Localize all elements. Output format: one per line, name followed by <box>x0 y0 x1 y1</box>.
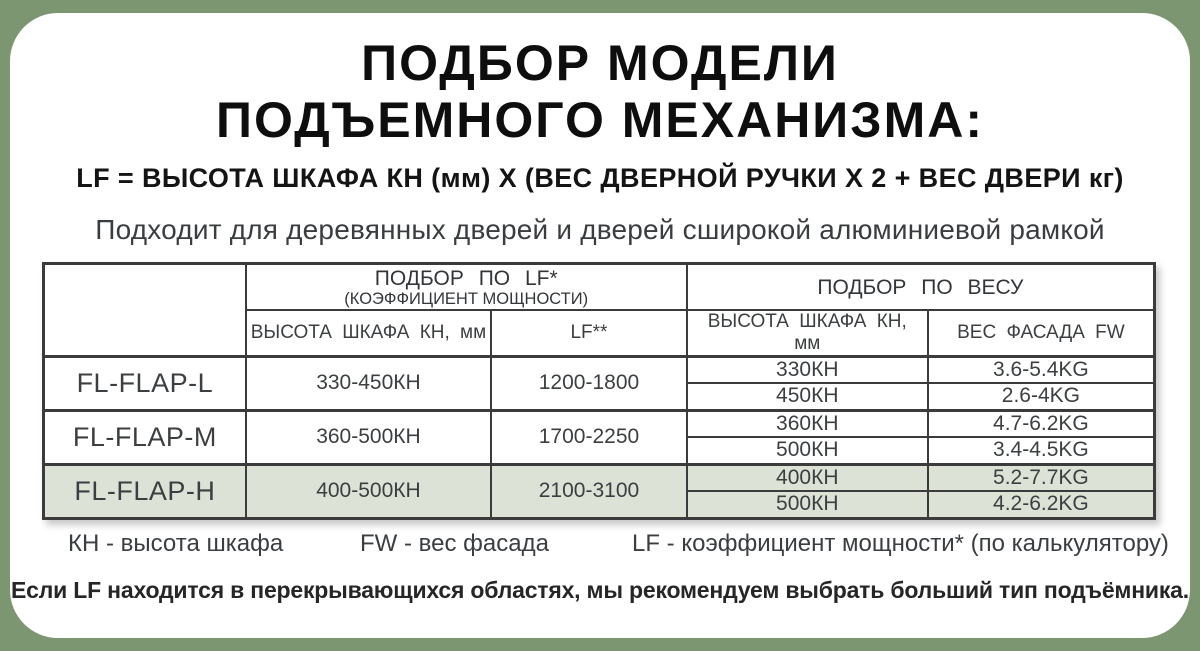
subtitle-text: Подходит для деревянных дверей и дверей сширокой алюминиевой рамкой <box>95 214 1105 245</box>
model-name-cell: FL-FLAP-M <box>44 410 246 464</box>
page-title-line1: ПОДБОР МОДЕЛИ <box>361 35 839 91</box>
table-row-fl-flap-h-highlighted <box>44 464 1155 491</box>
selection-table <box>42 262 1156 520</box>
group-header-lf <box>246 264 687 310</box>
facade-weight-cell: 5.2-7.7KG <box>928 464 1155 491</box>
facade-weight-cell: 3.6-5.4KG <box>928 356 1155 383</box>
page-title-line2: ПОДЪЕМНОГО МЕХАНИЗМА: <box>216 92 984 148</box>
height-range-cell: 360-500КН <box>246 410 492 464</box>
facade-weight-cell: 3.4-4.5KG <box>928 437 1155 464</box>
weight-height-cell: 400КН <box>687 464 928 491</box>
legend-kh: КН - высота шкафа <box>68 530 284 557</box>
weight-height-cell: 500КН <box>687 491 928 518</box>
col-header-lf-height: ВЫСОТА ШКАФА КН, мм <box>246 310 492 357</box>
model-name-cell: FL-FLAP-L <box>44 356 246 410</box>
group-header-lf-title: ПОДБОР ПО LF* <box>374 267 558 291</box>
group-header-weight-title: ПОДБОР ПО ВЕСУ <box>817 276 1024 300</box>
facade-weight-cell: 4.2-6.2KG <box>928 491 1155 518</box>
weight-height-cell: 450КН <box>687 383 928 410</box>
content-card <box>10 13 1190 638</box>
legend-fw: FW - вес фасада <box>360 530 549 557</box>
weight-height-cell: 500КН <box>687 437 928 464</box>
facade-weight-cell: 4.7-6.2KG <box>928 410 1155 437</box>
col-header-weight-height: ВЫСОТА ШКАФА КН, мм <box>687 310 928 357</box>
lf-range-cell: 2100-3100 <box>491 464 687 518</box>
table-row-fl-flap-m <box>44 410 1155 437</box>
lf-range-cell: 1700-2250 <box>491 410 687 464</box>
page-title <box>10 35 1190 149</box>
weight-height-cell: 360КН <box>687 410 928 437</box>
model-name-cell: FL-FLAP-H <box>44 464 246 518</box>
facade-weight-cell: 2.6-4KG <box>928 383 1155 410</box>
empty-corner-cell <box>44 264 246 357</box>
lf-range-cell: 1200-1800 <box>491 356 687 410</box>
weight-height-cell: 330КН <box>687 356 928 383</box>
group-header-row <box>44 264 1155 310</box>
group-header-lf-subtitle: (КОЭФФИЦИЕНТ МОЩНОСТИ) <box>344 290 589 309</box>
recommendation-note: Если LF находится в перекрывающихся областях, мы рекомендуем выбрать больший тип подъёмника. <box>11 577 1189 603</box>
col-header-lf-value: LF** <box>491 310 687 357</box>
group-header-weight <box>687 264 1155 310</box>
height-range-cell: 400-500КН <box>246 464 492 518</box>
formula-text: LF = ВЫСОТА ШКАФА КН (мм) X (ВЕС ДВЕРНОЙ РУЧКИ Х 2 + ВЕС ДВЕРИ кг) <box>76 163 1124 193</box>
legend-lf: LF - коэффициент мощности* (по калькулятору) <box>632 530 1169 557</box>
table-row-fl-flap-l <box>44 356 1155 383</box>
height-range-cell: 330-450КН <box>246 356 492 410</box>
col-header-weight-fw: ВЕС ФАСАДА FW <box>928 310 1155 357</box>
